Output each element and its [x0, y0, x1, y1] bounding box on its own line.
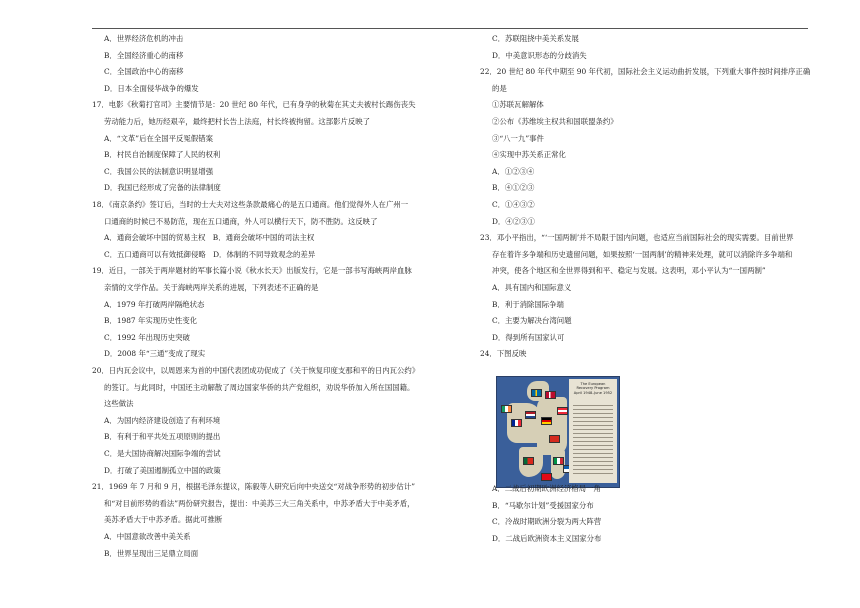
option-line: ①苏联瓦解解体 [492, 100, 544, 110]
option-line: A．通商会破坏中国的贸易主权 B．通商会破坏中国的司法主权 [104, 233, 315, 243]
option-line: B．有利于和平共处五项原则的提出 [104, 432, 221, 442]
option-line: D．得到所有国家认可 [492, 332, 565, 342]
option-line: A．二战后初期欧洲经济格局一角 [492, 484, 601, 493]
option-line: A．1979 年打破两岸隔绝状态 [104, 299, 205, 309]
option-line: B．利于消除国际争端 [492, 299, 564, 309]
question-text: 的是 [492, 83, 507, 93]
europe-map-figure [496, 376, 620, 488]
question-text: 23．邓小平指出，“‘一国两制’并不局限于国内问题，也适应当前国际社会的现实需要。目前世界 [480, 233, 794, 243]
option-line: B．④①②③ [492, 183, 535, 193]
flag-icon [511, 419, 522, 427]
flag-icon [541, 473, 552, 481]
question-text: 和“对目前形势的看法”两份研究报告，提出：中美苏三大三角关系中，中苏矛盾大于中美矛盾， [104, 498, 415, 508]
flag-icon [531, 389, 542, 397]
option-line: D．2008 年“三通”变成了现实 [104, 349, 206, 359]
option-line: C．我国公民的法制意识明显增强 [104, 166, 214, 176]
question-text: 的签订。与此同时，中国还主动解散了周边国家华侨的共产党组织，劝说华侨加入所在国国籍。 [104, 382, 415, 392]
question-text: 劳动能力后，她历经艰辛，最终把村长告上法庭，村长终被拘留。这部影片反映了 [104, 117, 371, 126]
option-line: C．冷战时期欧洲分裂为两大阵营 [492, 517, 602, 527]
option-line: A．中国意欲改善中美关系 [104, 532, 191, 541]
option-line: ③“八一九”事件 [492, 133, 544, 143]
question-text: 21．1969 年 7 月和 9 月，根据毛泽东提议，陈毅等人研究后向中央送交“对战争形势的初步估计” [92, 482, 415, 492]
question-text: 22．20 世纪 80 年代中期至 90 年代初，国际社会主义运动曲折发展，下列重大事件按时间排序正确 [480, 67, 811, 77]
figure-title: The European Recovery Program April 1948–June 1952 [573, 382, 613, 395]
option-line: C．苏联阻挠中美关系发展 [492, 34, 579, 43]
option-line: D．中美意识形态的分歧消失 [492, 50, 587, 60]
option-line: B．全国经济重心的南移 [104, 50, 184, 60]
option-line: C．①④③② [492, 200, 535, 209]
question-text: 17．电影《秋菊打官司》主要情节是：20 世纪 80 年代，已有身孕的秋菊在其丈夫被村长踢伤丧失 [92, 100, 416, 110]
option-line: C．主要为解决台湾问题 [492, 316, 572, 326]
option-line: B．“马歇尔计划”受援国家分布 [492, 500, 594, 510]
option-line: ②公布《苏维埃主权共和国联盟条约》 [492, 117, 618, 126]
option-line: D．日本全面侵华战争的爆发 [104, 83, 199, 93]
option-line: D．打破了美国遏制孤立中国的政策 [104, 465, 221, 475]
question-text: 美苏矛盾大于中苏矛盾。据此可推断 [104, 515, 223, 525]
question-text: 亲情的文学作品。关于海峡两岸关系的进展，下列表述不正确的是 [104, 283, 319, 292]
option-line: C．1992 年出现历史突破 [104, 332, 190, 342]
question-text: 这些做法 [104, 399, 134, 409]
flag-icon [541, 417, 552, 425]
question-text: 24．下图反映 [480, 349, 527, 359]
flag-icon [557, 407, 568, 415]
figure-legend-panel [569, 379, 617, 483]
flag-icon [523, 457, 534, 465]
question-text: 冲突，使各个地区和全世界得到和平、稳定与发展。这表明，邓小平认为“一国两制” [492, 266, 766, 276]
option-line: B．1987 年实现历史性变化 [104, 316, 198, 326]
flag-icon [501, 405, 512, 413]
header-rule [92, 28, 808, 29]
option-line: B．村民自治制度保障了人民的权利 [104, 150, 221, 160]
option-line: C．五口通商可以有效抵御侵略 D．体制的不同导致观念的差异 [104, 249, 316, 259]
option-line: D．二战后欧洲资本主义国家分布 [492, 533, 602, 543]
option-line: C．全国政治中心的南移 [104, 67, 184, 77]
question-text: 存在着许多争端和历史遗留问题，如果按照‘一国两制’的精神来处理，就可以消除许多争端和 [492, 249, 793, 259]
option-line: A．具有国内和国际意义 [492, 283, 572, 292]
land-central [537, 397, 567, 455]
option-line: D．我国已经形成了完备的法律制度 [104, 183, 221, 193]
question-text: 18．《南京条约》签订后，当时的士大夫对这些条款最痛心的是五口通商。他们觉得外人在广州一 [92, 200, 409, 209]
flag-icon [553, 457, 564, 465]
flag-icon [549, 435, 560, 443]
option-line: ④实现中苏关系正常化 [492, 150, 566, 160]
option-line: A．世界经济危机的冲击 [104, 34, 184, 43]
option-line: D．④②③① [492, 216, 535, 226]
option-line: A．①②③④ [492, 166, 535, 176]
question-text: 19．近日，一部关于两岸题材的军事长篇小说《秋水长天》出版发行，它是一部书写海峡两岸血脉 [92, 266, 412, 276]
option-line: A．为国内经济建设创造了有利环境 [104, 415, 221, 425]
flag-icon [545, 391, 556, 399]
option-line: C．是大国协商解决国际争端的尝试 [104, 449, 221, 458]
flag-icon [525, 411, 536, 419]
question-text: 口通商的时候已不易防范，现在五口通商，外人可以横行天下，防不胜防。这反映了 [104, 216, 378, 226]
question-text: 20．日内瓦会议中，以周恩来为首的中国代表团成功促成了《关于恢复印度支那和平的日内瓦公约》 [92, 366, 420, 375]
option-line: B．世界呈现出三足鼎立局面 [104, 548, 199, 558]
option-line: A．“文革”后在全国平反冤假错案 [104, 133, 213, 143]
